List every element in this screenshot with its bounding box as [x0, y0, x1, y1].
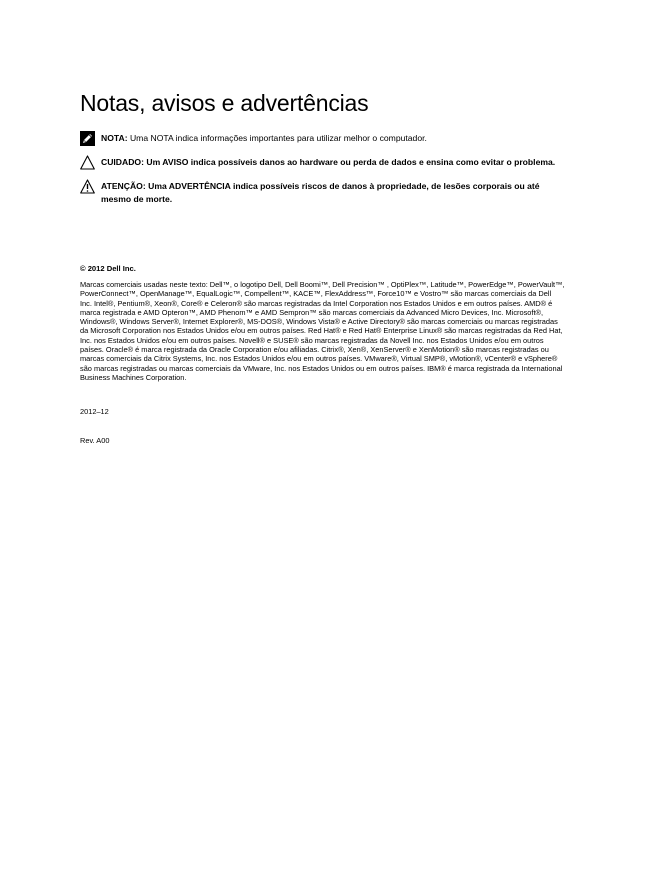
- warning-body: Uma ADVERTÊNCIA indica possíveis riscos de danos à propriedade, de lesões corporais ou até mesmo de morte.: [101, 181, 540, 204]
- note-label: NOTA:: [101, 133, 128, 143]
- caution-notice: [80, 156, 580, 169]
- note-text: [101, 132, 580, 145]
- revision-label: Rev. A00: [80, 436, 110, 445]
- page-title: Notas, avisos e advertências: [80, 90, 369, 116]
- warning-label: ATENÇÃO:: [101, 181, 146, 191]
- caution-label: CUIDADO:: [101, 157, 144, 167]
- warning-notice: [80, 180, 580, 206]
- pencil-note-icon: [80, 131, 95, 146]
- caution-body: Um AVISO indica possíveis danos ao hardware ou perda de dados e ensina como evitar o problema.: [143, 157, 556, 167]
- note-body: Uma NOTA indica informações importantes para utilizar melhor o computador.: [127, 133, 427, 143]
- copyright-notice: © 2012 Dell Inc.: [80, 264, 136, 273]
- caution-triangle-icon: [80, 155, 95, 170]
- warning-triangle-icon: [80, 179, 95, 194]
- note-notice: [80, 132, 580, 145]
- trademark-paragraph: Marcas comerciais usadas neste texto: Dell™, o logotipo Dell, Dell Boomi™, Dell Precision™ , OptiPlex™, Latitude™, PowerEdge™, PowerVault™, PowerConnect™, OpenManage™, EqualLogic™, Compellent™, KACE™, FlexAddress™, Force10™ e Vostro™ são marcas comerciais da Dell Inc. Intel®, Pentium®, Xeon®, Core® e Celeron® são marcas registradas da Intel Corporation nos Estados Unidos e em outros países. AMD® é marca registrada e AMD Opteron™, AMD Phenom™ e AMD Sempron™ são marcas comerciais da Advanced Micro Devices, Inc. Microsoft®, Windows®, Windows Server®, Internet Explorer®, MS-DOS®, Windows Vista® e Active Directory® são marcas comerciais ou marcas registradas da Microsoft Corporation nos Estados Unidos e/ou em outros países. Red Hat® e Red Hat® Enterprise Linux® são marcas registradas da Red Hat, Inc. nos Estados Unidos e/ou em outros países. Novell® e SUSE® são marcas registradas da Novell Inc. nos Estados Unidos e/ou em outros países. Oracle® é marca registrada da Oracle Corporation e/ou afiliadas. Citrix®, Xen®, XenServer® e XenMotion® são marcas registradas ou marcas comerciais da Citrix Systems, Inc. nos Estados Unidos e/ou em outros países. VMware®, Virtual SMP®, vMotion®, vCenter® e vSphere® são marcas registradas ou marcas comerciais da VMware, Inc. nos Estados Unidos ou em outros países. IBM® é marca registrada da International Business Machines Corporation.: [80, 280, 565, 382]
- caution-text: [101, 156, 580, 169]
- warning-text: [101, 180, 571, 206]
- publication-date: 2012–12: [80, 407, 109, 416]
